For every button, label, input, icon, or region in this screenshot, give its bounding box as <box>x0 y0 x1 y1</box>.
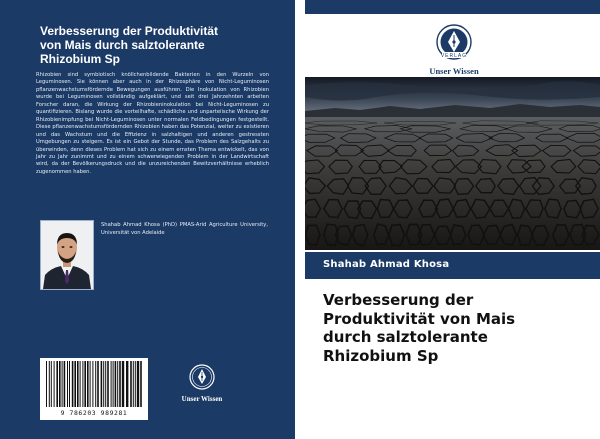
barcode-bar <box>80 361 81 407</box>
barcode-bar <box>56 361 58 407</box>
back-cover-blurb: Rhizobien sind symbiotisch knöllchenbildende Bakterien in den Wurzeln von Leguminosen. Sie können aber auch in der Rhizosphäre von Nicht-Leguminosen pflanzenwachstumsfördernde Bewegungen ausführen. Die Inokulation von Rhizobien wurde bei Leguminosen vollständig aufgeklärt, und seit drei Jahrzehnten arbeiten Forscher daran, die Wirkung der Rhizobieninokulation bei Nicht-Leguminosen zu quantifizieren. Bislang wurde die vorteilhafte, schädliche und unparteiische Wirkung der Rhizobienimpfung bei Nicht-Leguminosen unter normalen Feldbedingungen festgestellt. Diese pflanzenwachstumsfördernden Rhizobien haben das Potenzial, weiter zu existieren und das Wachstum und die Effizienz in salzhaltigen und anderen gestressten Umgebungen zu steigern. Es ist ein Gebot der Stunde, das Problem des Salzgehalts zu überwinden, denn dieses Problem hat sich zu einem ernsten Thema entwickelt, das von Jahr zu Jahr zunimmt und zu einem schwerwiegenden Problem in der Landwirtschaft wird, da der Bevölkerungsdruck und die unzureichenden Bewitzverhältnisse erheblich zugenommen haben. <box>36 72 269 175</box>
front-title-line: Verbesserung der <box>323 291 474 309</box>
barcode-bar <box>119 361 121 407</box>
barcode-bar <box>69 361 70 407</box>
back-title-line: Verbesserung der Produktivität <box>40 24 219 38</box>
barcode-bar <box>105 361 106 407</box>
barcode-bar <box>90 361 91 407</box>
barcode-bar <box>74 361 76 407</box>
cover-photo <box>305 77 600 250</box>
front-title-line: durch salztolerante <box>323 328 488 346</box>
barcode-bar <box>59 361 61 407</box>
barcode-bar <box>92 361 93 407</box>
barcode-bar <box>49 361 50 407</box>
barcode-bar <box>84 361 86 407</box>
back-cover-title <box>40 24 280 66</box>
front-cover <box>305 0 600 439</box>
barcode-bar <box>87 361 89 407</box>
back-publisher-name: Unser Wissen <box>181 395 223 403</box>
publisher-verlag-text: VERLAG <box>440 53 468 59</box>
back-title-line: von Mais durch salztolerante <box>40 38 205 52</box>
barcode-bar <box>140 361 142 407</box>
pen-nib-emblem-icon <box>415 22 493 62</box>
barcode-bar <box>54 361 55 407</box>
barcode-bar <box>126 361 128 407</box>
back-title-line: Rhizobium Sp <box>40 52 120 66</box>
back-publisher-logo <box>180 364 224 403</box>
barcode-bar <box>133 361 134 407</box>
barcode-bars <box>40 358 148 410</box>
barcode-bar <box>115 361 117 407</box>
barcode-bar <box>107 361 109 407</box>
spine <box>295 0 305 439</box>
front-author-name: Shahab Ahmad Khosa <box>323 259 450 270</box>
front-top-bar <box>305 0 600 14</box>
front-cover-title <box>323 291 593 365</box>
barcode-bar <box>117 361 118 407</box>
back-cover <box>0 0 295 439</box>
barcode-bar <box>62 361 63 407</box>
author-portrait-image <box>41 221 93 289</box>
front-title-line: Rhizobium Sp <box>323 346 439 365</box>
barcode-bar <box>67 361 68 407</box>
barcode-bar <box>122 361 124 407</box>
barcode-bar <box>72 361 74 407</box>
barcode-bar <box>101 361 103 407</box>
barcode-bar <box>64 361 66 407</box>
front-publisher-logo <box>415 22 493 75</box>
isbn-barcode <box>40 358 148 420</box>
barcode-bar <box>111 361 112 407</box>
barcode-bar <box>97 361 99 407</box>
pen-nib-emblem-icon <box>189 364 215 390</box>
barcode-bar <box>137 361 139 407</box>
isbn-number: 9 786203 989281 <box>60 409 128 417</box>
barcode-bar <box>113 361 114 407</box>
barcode-bar <box>51 361 52 407</box>
author-bio: Shahab Ahmad Khosa (PhD) PMAS-Arid Agriculture University, Universität von Adelaide <box>101 222 268 236</box>
barcode-bar <box>103 361 104 407</box>
cracked-earth-photo <box>305 77 600 250</box>
barcode-bar <box>130 361 132 407</box>
barcode-bar <box>77 361 79 407</box>
author-portrait <box>40 220 94 290</box>
barcode-bar <box>46 361 47 407</box>
barcode-bar <box>95 361 96 407</box>
barcode-bar <box>135 361 136 407</box>
front-title-line: Produktivität von Mais <box>323 309 516 328</box>
front-publisher-name: Unser Wissen <box>429 66 479 76</box>
barcode-bar <box>82 361 83 407</box>
